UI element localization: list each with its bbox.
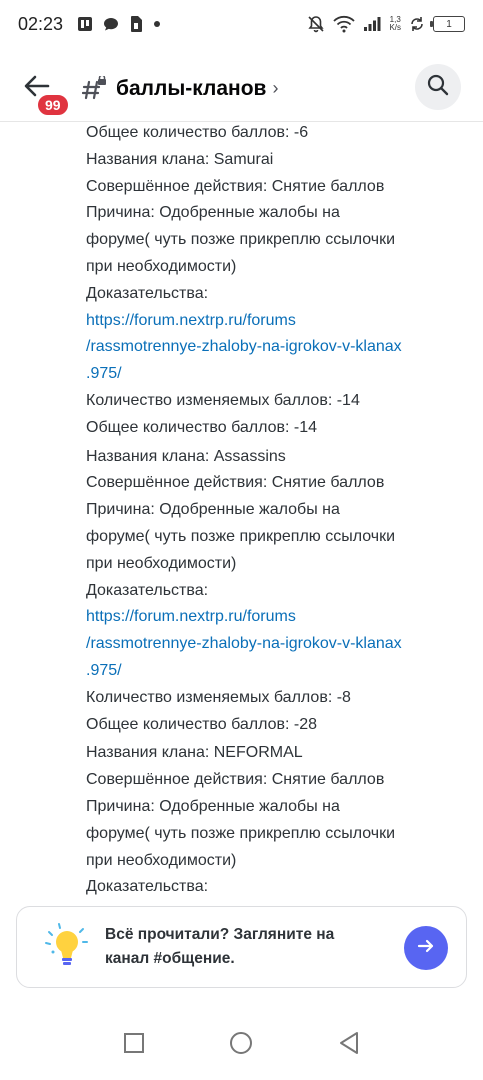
rotate-icon xyxy=(409,16,425,32)
reason-line: Причина: Одобренные жалобы на xyxy=(86,204,340,222)
reason-line: Причина: Одобренные жалобы на xyxy=(86,501,340,519)
net-speed xyxy=(389,16,401,32)
proof-link[interactable]: .975/ xyxy=(86,661,122,679)
banner-line: канал #общение. xyxy=(105,950,235,967)
channel-header xyxy=(0,56,483,122)
action-line: Совершённое действия: Снятие баллов xyxy=(86,771,385,789)
proof-label: Доказательства: xyxy=(86,878,209,896)
points-change: Количество изменяемых баллов: -14 xyxy=(86,391,360,409)
arrow-right-icon xyxy=(417,937,435,960)
sim-icon xyxy=(129,15,143,33)
reason-line: форуме( чуть позже прикреплю ссылочки xyxy=(86,231,396,249)
recents-button[interactable] xyxy=(114,1025,154,1065)
mute-bell-icon xyxy=(307,15,325,33)
wifi-icon xyxy=(333,15,355,33)
reason-line: форуме( чуть позже прикреплю ссылочки xyxy=(86,527,396,545)
message-line: Общее количество баллов: -6 xyxy=(86,124,309,141)
system-nav-bar xyxy=(0,1010,483,1080)
proof-label: Доказательства: xyxy=(86,284,209,302)
battery-icon xyxy=(433,16,465,32)
net-speed-unit: K/s xyxy=(389,23,401,32)
message-list[interactable] xyxy=(0,122,483,904)
notification-icons xyxy=(77,15,161,33)
clan-entry xyxy=(86,740,463,901)
square-icon xyxy=(123,1032,145,1059)
circle-icon xyxy=(229,1031,253,1060)
net-speed-value: 1,3 xyxy=(389,15,401,24)
channel-name[interactable]: баллы-кланов xyxy=(116,76,267,100)
locked-text-channel-icon xyxy=(82,76,108,102)
points-change: Количество изменяемых баллов: -8 xyxy=(86,688,351,706)
banner-line: Всё прочитали? Загляните на xyxy=(105,926,335,943)
points-total: Общее количество баллов: -14 xyxy=(86,418,318,436)
reason-line: при необходимости) xyxy=(86,554,237,572)
read-all-banner[interactable] xyxy=(16,906,467,988)
chevron-right-icon[interactable]: › xyxy=(272,78,279,98)
search-icon xyxy=(427,74,449,101)
action-line: Совершённое действия: Снятие баллов xyxy=(86,177,385,195)
proof-link[interactable]: .975/ xyxy=(86,365,122,383)
proof-label: Доказательства: xyxy=(86,581,209,599)
home-button[interactable] xyxy=(221,1025,261,1065)
status-time: 02:23 xyxy=(18,13,64,34)
clan-name: Названия клана: NEFORMAL xyxy=(86,744,303,762)
app-notification-icon xyxy=(77,16,93,32)
reason-line: при необходимости) xyxy=(86,851,237,869)
battery-level: 1 xyxy=(446,18,452,30)
proof-link[interactable]: https://forum.nextrp.ru/forums xyxy=(86,608,296,626)
triangle-back-icon xyxy=(338,1031,360,1060)
back-nav-button[interactable] xyxy=(329,1025,369,1065)
reason-line: Причина: Одобренные жалобы на xyxy=(86,797,340,815)
lightbulb-icon xyxy=(37,919,93,975)
unread-badge: 99 xyxy=(36,93,70,117)
back-button[interactable] xyxy=(20,59,80,119)
clan-name: Названия клана: Assassins xyxy=(86,447,286,465)
clan-entry xyxy=(86,147,463,442)
clan-entry xyxy=(86,444,463,739)
search-button[interactable] xyxy=(415,64,461,110)
message-content xyxy=(86,122,463,901)
proof-link[interactable]: /rassmotrennye-zhaloby-na-igrokov-v-klanax xyxy=(86,338,402,356)
dot-icon xyxy=(153,20,161,28)
status-bar xyxy=(0,0,483,48)
banner-text xyxy=(105,923,334,971)
clan-name: Названия клана: Samurai xyxy=(86,150,274,168)
chat-bubble-icon xyxy=(103,16,119,32)
signal-icon xyxy=(363,16,381,32)
proof-link[interactable]: /rassmotrennye-zhaloby-na-igrokov-v-klanax xyxy=(86,635,402,653)
proof-link[interactable]: https://forum.nextrp.ru/forums xyxy=(86,311,296,329)
action-line: Совершённое действия: Снятие баллов xyxy=(86,474,385,492)
points-total: Общее количество баллов: -28 xyxy=(86,715,318,733)
reason-line: при необходимости) xyxy=(86,257,237,275)
reason-line: форуме( чуть позже прикреплю ссылочки xyxy=(86,824,396,842)
system-icons xyxy=(307,15,465,33)
go-to-channel-button[interactable] xyxy=(404,926,448,970)
